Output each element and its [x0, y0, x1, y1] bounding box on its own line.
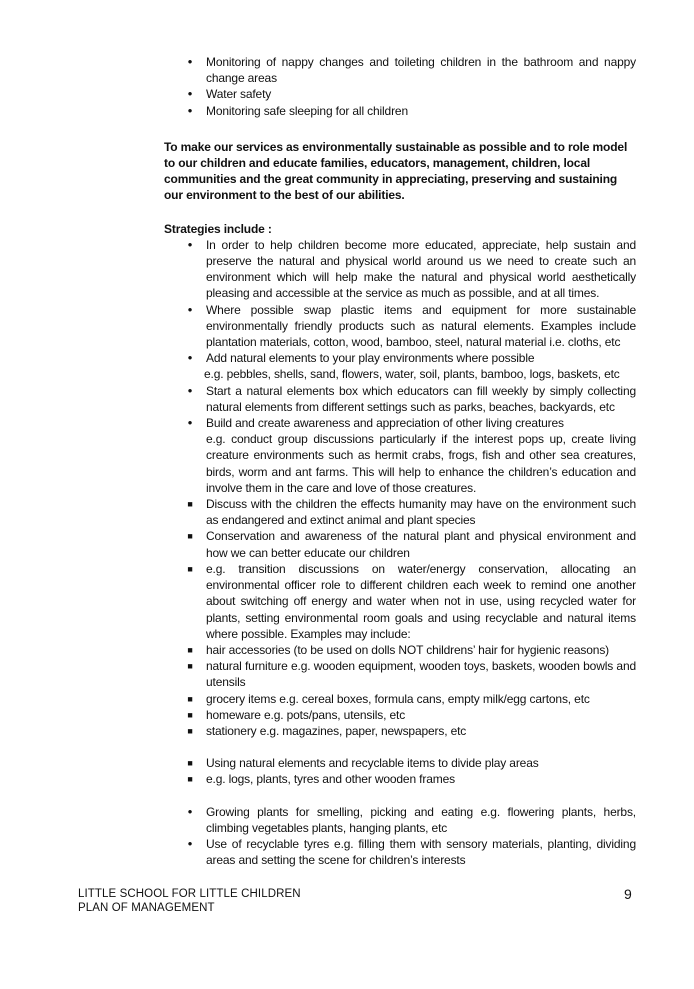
list-item: ■ e.g. transition discussions on water/energy conservation, allocating an environmental officer role to different children each week to remind one another about switching off energy and water when not in use, using recycled water for plants, setting environmental room goals and using recyclable and natural items where possible. Examples may include:	[164, 561, 636, 642]
list-item: ■ Conservation and awareness of the natural plant and physical environment and how we can better educate our children	[164, 528, 636, 560]
intro-paragraph: To make our services as environmentally sustainable as possible and to role model to our children and educate families, educators, management, children, local communities and the great community in appreciating, preserving and sustaining our environment to the best of our abilities.	[164, 139, 628, 203]
list-item: • Where possible swap plastic items and equipment for more sustainable environmentally friendly products such as natural elements. Examples include plantation materials, cotton, wood, bamboo, steel, natural material i.e. cloths, etc	[164, 302, 636, 351]
example-text: e.g. pebbles, shells, sand, flowers, water, soil, plants, bamboo, logs, baskets, etc	[204, 367, 620, 382]
square-bullet-icon: ■	[187, 774, 193, 785]
bullet-icon: •	[187, 350, 193, 366]
list-item: • Start a natural elements box which educators can fill weekly by simply collecting natural elements from different settings such as parks, beaches, backyards, etc	[164, 383, 636, 415]
page-content	[164, 54, 636, 868]
bottom-list	[164, 804, 636, 869]
list-item: ■ natural furniture e.g. wooden equipment, wooden toys, baskets, wooden bowls and utensils	[164, 658, 636, 690]
list-item: ■ Discuss with the children the effects humanity may have on the environment such as endangered and extinct animal and plant species	[164, 496, 636, 528]
footer-line-2: PLAN OF MANAGEMENT	[78, 902, 215, 914]
list-item: • Build and create awareness and appreciation of other living creatures e.g. conduct group discussions particularly if the interest pops up, create living creature environments such as hermit crabs, frogs, fish and other sea creatures, birds, worm and ant farms. This will help to enhance the children’s education and involve them in the care and love of those creatures.	[164, 415, 636, 496]
square-bullet-icon: ■	[187, 644, 193, 655]
square-bullet-icon: ■	[187, 693, 193, 704]
list-item: • Use of recyclable tyres e.g. filling them with sensory materials, planting, dividing areas and setting the scene for children’s interests	[164, 836, 636, 868]
list-item: ■ homeware e.g. pots/pans, utensils, etc	[164, 707, 636, 723]
strategies-list	[164, 237, 636, 496]
strategies-heading: Strategies include :	[164, 221, 272, 236]
spacer	[164, 788, 636, 804]
square-bullet-list-2	[164, 755, 636, 787]
bullet-icon: •	[187, 803, 193, 819]
square-bullet-icon: ■	[187, 725, 193, 736]
list-item: ■ e.g. logs, plants, tyres and other wooden frames	[164, 771, 636, 787]
bullet-icon: •	[187, 54, 193, 69]
list-item: ■ Using natural elements and recyclable items to divide play areas	[164, 755, 636, 771]
list-item: • Monitoring of nappy changes and toileting children in the bathroom and nappy change areas	[164, 54, 636, 86]
list-item: • In order to help children become more educated, appreciate, help sustain and preserve the natural and physical world around us we need to create such an environment which will help make the natural and physical world aesthetically pleasing and accessible at the service as much as possible, and at all times.	[164, 237, 636, 302]
list-item: • Growing plants for smelling, picking and eating e.g. flowering plants, herbs, climbing vegetables plants, hanging plants, etc	[164, 804, 636, 836]
bullet-icon: •	[187, 835, 193, 851]
example-text: e.g. conduct group discussions particularly if the interest pops up, create living creature environments such as hermit crabs, frogs, fish and other sea creatures, birds, worm and ant farms. This will help to enhance the children’s education and involve them in the care and love of those creatures.	[206, 432, 636, 495]
square-bullet-icon: ■	[187, 499, 193, 510]
spacer	[164, 739, 636, 755]
bullet-icon: •	[187, 415, 193, 431]
list-item: ■ stationery e.g. magazines, paper, newspapers, etc	[164, 723, 636, 739]
square-bullet-icon: ■	[187, 758, 193, 769]
bullet-icon: •	[187, 86, 193, 102]
safety-list	[164, 54, 636, 119]
square-bullet-list	[164, 496, 636, 739]
list-item: ■ hair accessories (to be used on dolls NOT childrens’ hair for hygienic reasons)	[164, 642, 636, 658]
list-item: • Add natural elements to your play environments where possible e.g. pebbles, shells, sand, flowers, water, soil, plants, bamboo, logs, baskets, etc	[164, 350, 636, 382]
list-item: ■ grocery items e.g. cereal boxes, formula cans, empty milk/egg cartons, etc	[164, 691, 636, 707]
list-item: • Water safety	[164, 86, 636, 102]
page-footer	[78, 887, 301, 915]
square-bullet-icon: ■	[187, 709, 193, 720]
bullet-icon: •	[187, 236, 193, 252]
bullet-icon: •	[187, 382, 193, 398]
square-bullet-icon: ■	[187, 531, 193, 542]
bullet-icon: •	[187, 301, 193, 317]
list-item: • Monitoring safe sleeping for all children	[164, 103, 636, 119]
square-bullet-icon: ■	[187, 563, 193, 574]
page-number: 9	[624, 886, 632, 902]
footer-line-1: LITTLE SCHOOL FOR LITTLE CHILDREN	[78, 888, 301, 900]
square-bullet-icon: ■	[187, 661, 193, 672]
bullet-icon: •	[187, 102, 193, 118]
